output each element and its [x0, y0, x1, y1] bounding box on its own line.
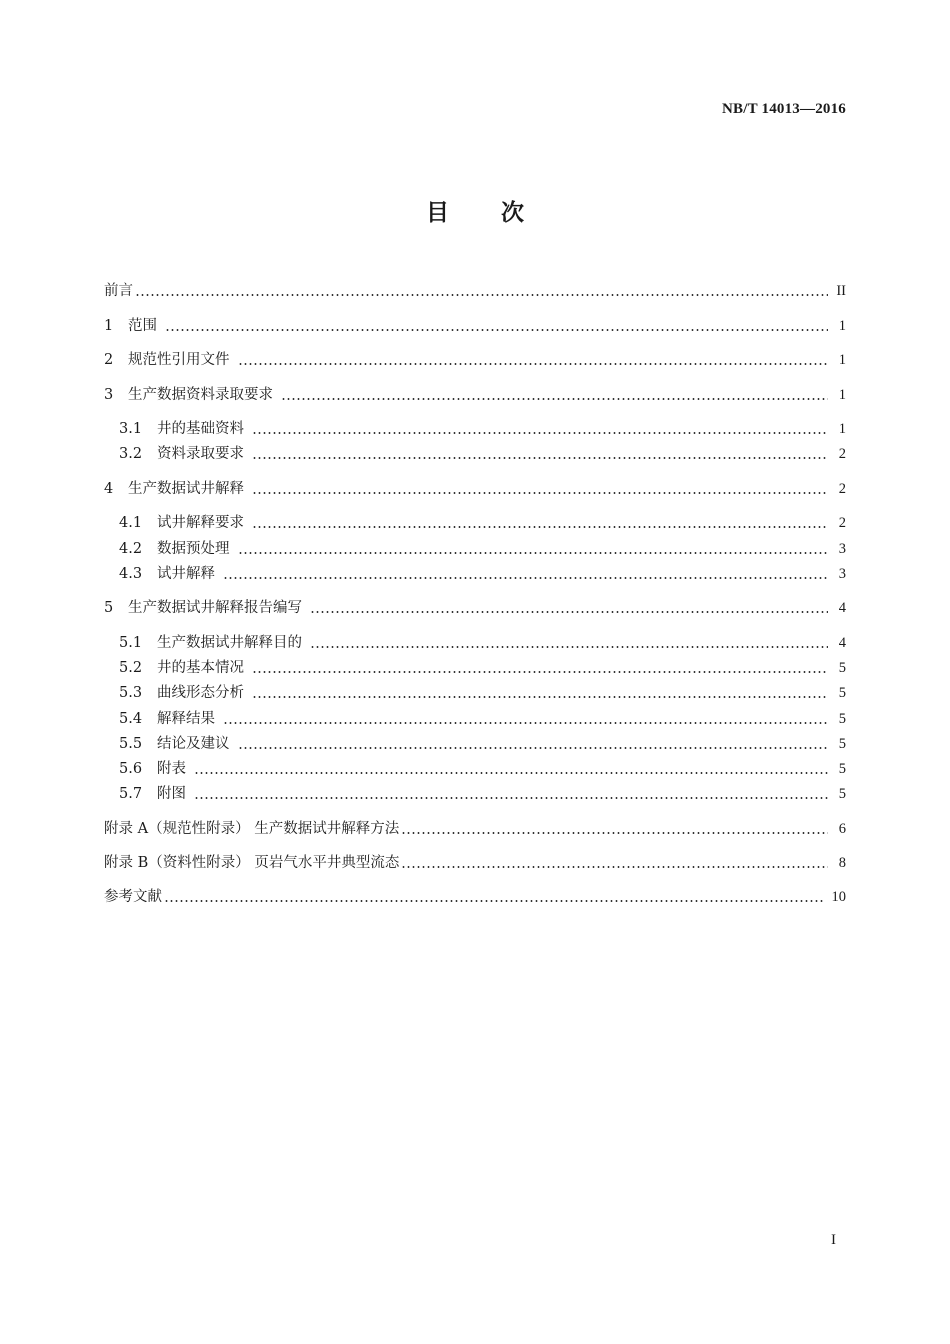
toc-entry-number: 5.3 — [119, 685, 143, 701]
toc-entry-number: 4.1 — [119, 515, 143, 531]
toc-entry-number: 5.7 — [119, 786, 143, 802]
toc-entry-number: 5 — [104, 600, 114, 616]
toc-entry-label: 井的基础资料 — [157, 421, 244, 437]
toc-entry-page: 1 — [838, 421, 846, 437]
toc-entry-5-4[interactable] — [119, 708, 846, 730]
toc-entry-label: 范围 — [128, 318, 157, 334]
toc-entry-number: 3 — [104, 387, 114, 403]
toc-entry-4[interactable] — [104, 478, 846, 500]
toc-entry-3-2[interactable] — [119, 443, 846, 465]
title-char-2: 次 — [501, 200, 524, 226]
toc-entry-number: 5.6 — [119, 761, 143, 777]
toc-entry-number: 5.2 — [119, 660, 143, 676]
dot-leader — [223, 722, 828, 724]
toc-entry-page: 5 — [838, 786, 846, 802]
standard-code: NB/T 14013—2016 — [722, 101, 846, 117]
toc-entry-page: 10 — [831, 889, 846, 905]
toc-entry-appendix-b[interactable] — [104, 852, 846, 874]
dot-leader — [310, 646, 828, 648]
toc-entry-number: 2 — [104, 352, 114, 368]
toc-entry-label: 附录 B（资料性附录） 页岩气水平井典型流态 — [104, 855, 400, 871]
toc-entry-page: 3 — [838, 541, 846, 557]
toc-entry-page: 5 — [838, 685, 846, 701]
toc-entry-label: 试井解释 — [157, 566, 215, 582]
toc-entry-5-3[interactable] — [119, 682, 846, 704]
toc-entry-5-7[interactable] — [119, 783, 846, 805]
toc-entry-label: 结论及建议 — [157, 736, 230, 752]
title-char-1: 目 — [426, 200, 449, 226]
toc-entry-label: 井的基本情况 — [157, 660, 244, 676]
toc-entry-references[interactable] — [104, 886, 846, 908]
toc-entry-appendix-a[interactable] — [104, 818, 846, 840]
toc-entry-3[interactable] — [104, 384, 846, 406]
dot-leader — [135, 294, 828, 296]
toc-entry-number: 4.3 — [119, 566, 143, 582]
toc-entry-page: 8 — [838, 855, 846, 871]
toc-entry-1[interactable] — [104, 315, 846, 337]
toc-entry-number: 4.2 — [119, 541, 143, 557]
dot-leader — [252, 492, 828, 494]
toc-entry-label: 数据预处理 — [157, 541, 230, 557]
toc-entry-page: II — [836, 283, 846, 299]
dot-leader — [252, 526, 828, 528]
toc-entry-page: 5 — [838, 711, 846, 727]
toc-entry-page: 6 — [838, 821, 846, 837]
toc-entry-page: 3 — [838, 566, 846, 582]
toc-entry-number: 5.5 — [119, 736, 143, 752]
toc-entry-label: 规范性引用文件 — [128, 352, 230, 368]
toc-entry-label: 生产数据试井解释报告编写 — [128, 600, 302, 616]
toc-entry-label: 前言 — [104, 283, 133, 299]
toc-entry-number: 1 — [104, 318, 114, 334]
toc-entry-label: 资料录取要求 — [157, 446, 244, 462]
toc-entry-page: 5 — [838, 736, 846, 752]
toc-entry-page: 5 — [838, 660, 846, 676]
toc-entry-2[interactable] — [104, 349, 846, 371]
toc-entry-page: 4 — [838, 635, 846, 651]
dot-leader — [194, 772, 828, 774]
dot-leader — [252, 457, 828, 459]
toc-entry-4-1[interactable] — [119, 512, 846, 534]
toc-entry-label: 试井解释要求 — [157, 515, 244, 531]
toc-entry-label: 附图 — [157, 786, 186, 802]
toc-entry-number: 3.1 — [119, 421, 143, 437]
toc-entry-5[interactable] — [104, 597, 846, 619]
toc-entry-label: 生产数据试井解释 — [128, 481, 244, 497]
toc-entry-4-2[interactable] — [119, 538, 846, 560]
toc-entry-label: 生产数据资料录取要求 — [128, 387, 273, 403]
toc-entry-number: 5.4 — [119, 711, 143, 727]
dot-leader — [238, 747, 829, 749]
toc-entry-page: 1 — [838, 352, 846, 368]
toc-entry-label: 曲线形态分析 — [157, 685, 244, 701]
toc-entry-page: 2 — [838, 481, 846, 497]
toc-entry-5-2[interactable] — [119, 657, 846, 679]
toc-entry-3-1[interactable] — [119, 418, 846, 440]
dot-leader — [164, 900, 824, 902]
toc-entry-page: 5 — [838, 761, 846, 777]
toc-entry-label: 解释结果 — [157, 711, 215, 727]
toc-entry-5-1[interactable] — [119, 632, 846, 654]
dot-leader — [194, 797, 828, 799]
toc-entry-foreword[interactable] — [104, 280, 846, 302]
toc-entry-5-6[interactable] — [119, 758, 846, 780]
toc-entry-number: 5.1 — [119, 635, 143, 651]
dot-leader — [165, 329, 828, 331]
toc-entry-label: 参考文献 — [104, 889, 162, 905]
dot-leader — [238, 363, 829, 365]
toc-entry-page: 4 — [838, 600, 846, 616]
dot-leader — [223, 577, 828, 579]
dot-leader — [401, 832, 828, 834]
toc-entry-number: 3.2 — [119, 446, 143, 462]
toc-entry-page: 1 — [838, 318, 846, 334]
dot-leader — [252, 671, 828, 673]
page-title — [0, 194, 950, 227]
dot-leader — [252, 696, 828, 698]
dot-leader — [281, 398, 828, 400]
dot-leader — [238, 552, 829, 554]
dot-leader — [401, 866, 828, 868]
toc-entry-page: 2 — [838, 446, 846, 462]
dot-leader — [252, 432, 828, 434]
toc-entry-page: 2 — [838, 515, 846, 531]
toc-entry-label: 附录 A（规范性附录） 生产数据试井解释方法 — [104, 821, 400, 837]
toc-entry-number: 4 — [104, 481, 114, 497]
page-number: I — [831, 1232, 836, 1248]
toc-entry-5-5[interactable] — [119, 733, 846, 755]
toc-entry-label: 生产数据试井解释目的 — [157, 635, 302, 651]
toc-entry-page: 1 — [838, 387, 846, 403]
toc-entry-4-3[interactable] — [119, 563, 846, 585]
dot-leader — [310, 611, 828, 613]
toc-entry-label: 附表 — [157, 761, 186, 777]
